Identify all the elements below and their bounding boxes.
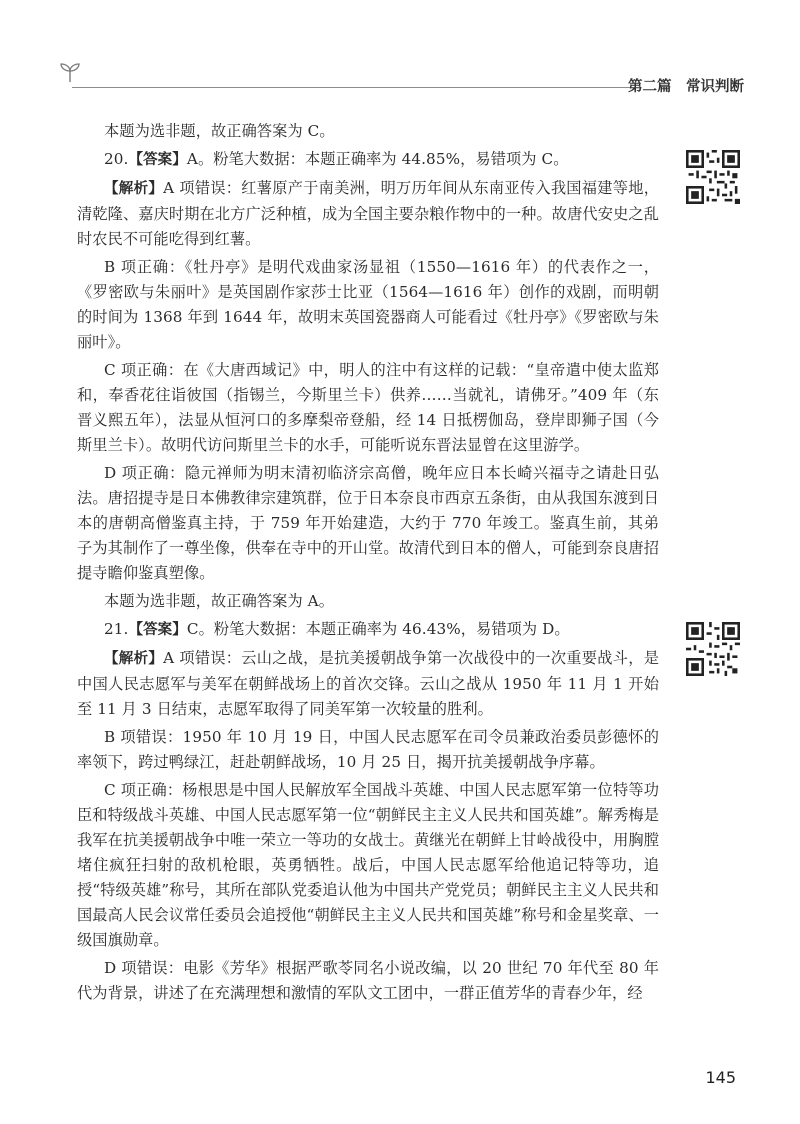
paragraph: C 项正确：在《大唐西域记》中，明人的注中有这样的记载：“皇帝遣中使太监郑和，奉香花往诣彼国（指锡兰，今斯里兰卡）供养……当就礼，请佛牙。”409 年（东晋义熙五年），法显从恒河口的多摩梨帝登船，经 14 日抵楞伽岛，登岸即狮子国（今斯里兰卡）。故明代访问斯里兰卡的水手，可能听说东晋法显曾在这里游学。 [77,361,659,454]
chapter-title: 第二篇 常识判断 [628,79,744,95]
analysis-paragraph: 【解析】A 项错误：云山之战，是抗美援朝战争第一次战役中的一次重要战斗，是中国人民志愿军与美军在朝鲜战场上的首次交锋。云山之战从 1950 年 11 月 1 开始至 11 月 3 日结束，志愿军取得了同美军第一次较量的胜利。 [77,649,659,718]
page-body [77,119,659,1009]
answer-paragraph: 20.【答案】A。粉笔大数据：本题正确率为 44.85%，易错项为 C。 [104,150,569,168]
analysis-tag: 【解析】 [104,651,164,667]
paragraph: B 项正确：《牡丹亭》是明代戏曲家汤显祖（1550—1616 年）的代表作之一，《罗密欧与朱丽叶》是英国剧作家莎士比亚（1564—1616 年）创作的戏剧，而明朝的时间为 1368 年到 1644 年，故明末英国瓷器商人可能看过《牡丹亭》《罗密欧与朱丽叶》。 [77,258,659,351]
page-header [58,60,744,100]
header-rule [72,87,629,88]
paragraph: B 项错误：1950 年 10 月 19 日，中国人民志愿军在司令员兼政治委员彭德怀的率领下，跨过鸭绿江，赶赴朝鲜战场，10 月 25 日，揭开抗美援朝战争序幕。 [77,728,659,771]
paragraph: D 项错误：电影《芳华》根据严歌苓同名小说改编，以 20 世纪 70 年代至 80 年代为背景，讲述了在充满理想和激情的军队文工团中，一群正值芳华的青春少年，经 [77,959,659,1002]
paragraph: C 项正确：杨根思是中国人民解放军全国战斗英雄、中国人民志愿军第一位特等功臣和特级战斗英雄、中国人民志愿军第一位“朝鲜民主主义人民共和国英雄”。解秀梅是我军在抗美援朝战争中唯一荣立一等功的女战士。黄继光在朝鲜上甘岭战役中，用胸膛堵住疯狂扫射的敌机枪眼，英勇牺牲。战后，中国人民志愿军给他追记特等功，追授“特级英雄”称号，其所在部队党委追认他为中国共产党党员；朝鲜民主主义人民共和国最高人民会议常任委员会追授他“朝鲜民主主义人民共和国英雄”称号和金星奖章、一级国旗勋章。 [77,781,659,949]
paragraph: 本题为选非题，故正确答案为 C。 [104,122,335,140]
answer-tag: 【答案】 [128,622,187,638]
answer-tag: 【答案】 [128,152,187,168]
qr-code-icon[interactable] [686,622,740,676]
qr-code-icon[interactable] [686,150,740,204]
analysis-tag: 【解析】 [104,181,164,197]
question-number: 21. [104,620,129,638]
question-number: 20. [104,150,129,168]
paragraph: D 项正确：隐元禅师为明末清初临济宗高僧，晚年应日本长崎兴福寺之请赴日弘法。唐招提寺是日本佛教律宗建筑群，位于日本奈良市西京五条街，由从我国东渡到日本的唐朝高僧鉴真主持，于 759 年开始建造，大约于 770 年竣工。鉴真生前，其弟子为其制作了一尊坐像，供奉在寺中的开山堂。故清代到日本的僧人，可能到奈良唐招提寺瞻仰鉴真塑像。 [77,464,659,582]
analysis-paragraph: 【解析】A 项错误：红薯原产于南美洲，明万历年间从东南亚传入我国福建等地，清乾隆、嘉庆时期在北方广泛种植，成为全国主要杂粮作物中的一种。故唐代安史之乱时农民不可能吃得到红薯。 [77,179,659,248]
leaf-sprout-icon [58,62,82,84]
paragraph: 本题为选非题，故正确答案为 A。 [104,592,335,610]
page-number: 145 [705,1068,736,1087]
answer-paragraph: 21.【答案】C。粉笔大数据：本题正确率为 46.43%，易错项为 D。 [104,620,570,638]
